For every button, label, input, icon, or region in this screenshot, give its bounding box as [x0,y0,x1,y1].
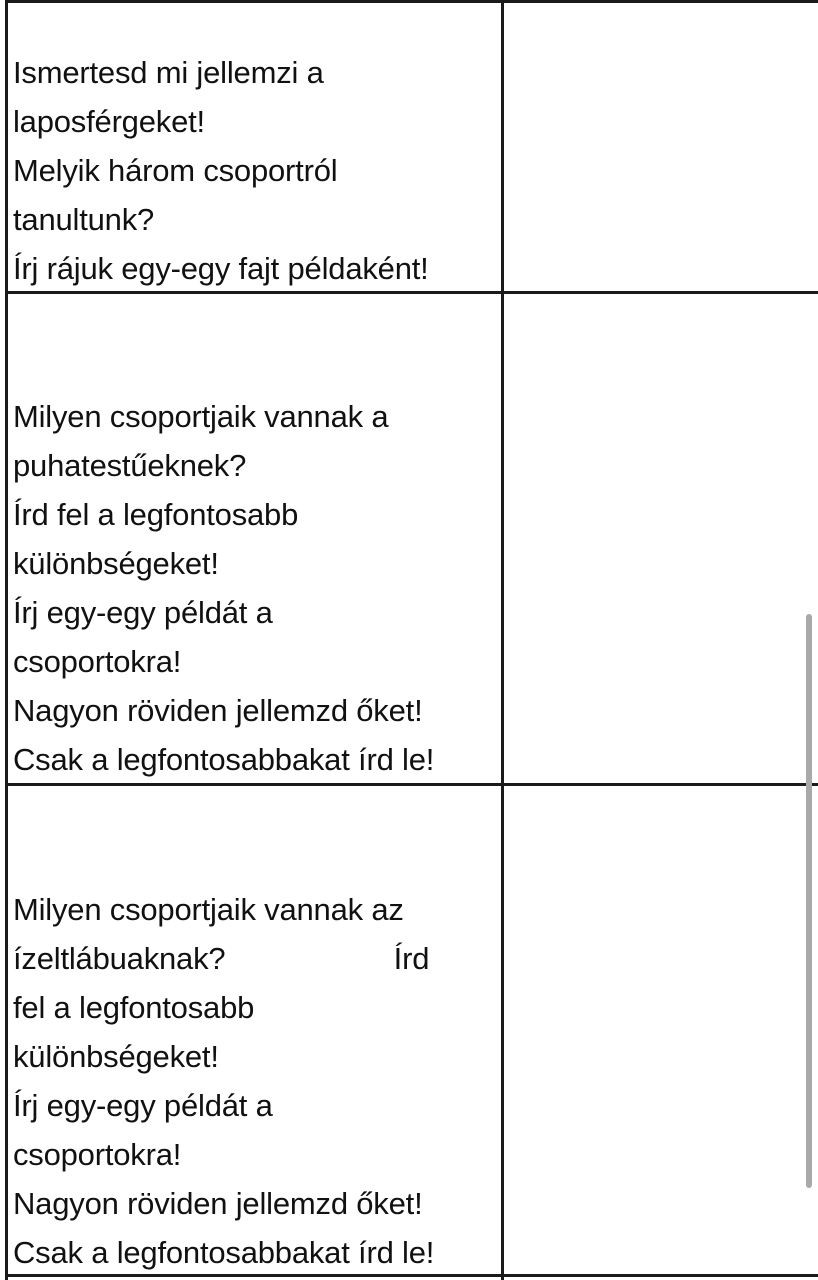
table-left-border [5,0,8,1280]
table-column-divider [501,0,504,1280]
answer-cell-3[interactable] [505,786,818,1274]
question-cell-2 [13,392,497,784]
question-line: laposférgeket! [13,104,205,139]
answer-cell-1[interactable] [505,3,818,291]
question-line: csoportokra! [13,1137,182,1172]
question-line: különbségeket! [13,546,219,581]
question-line: Írd fel a legfontosabb [13,497,299,532]
question-line: különbségeket! [13,1039,219,1074]
question-line: csoportokra! [13,644,182,679]
question-cell-1 [13,48,497,293]
question-line: Csak a legfontosabbakat írd le! [13,742,435,777]
question-line: Nagyon röviden jellemzd őket! [13,693,423,728]
question-line: Nagyon röviden jellemzd őket! [13,1186,423,1221]
question-line: Írj egy-egy példát a [13,1088,273,1123]
question-line: Milyen csoportjaik vannak az [13,892,404,927]
answer-cell-2[interactable] [505,294,818,783]
vertical-scrollbar[interactable] [806,614,812,1188]
question-line: Ismertesd mi jellemzi a [13,55,324,90]
question-cell-3 [13,885,497,1277]
question-line: tanultunk? [13,202,155,237]
question-line: fel a legfontosabb [13,990,255,1025]
question-line: ízeltlábuaknak? Írd [13,941,430,976]
question-line: Írj egy-egy példát a [13,595,273,630]
question-line: puhatestűeknek? [13,448,247,483]
question-line: Melyik három csoportról [13,153,338,188]
question-line: Milyen csoportjaik vannak a [13,399,389,434]
question-line: Csak a legfontosabbakat írd le! [13,1235,435,1270]
question-line: Írj rájuk egy-egy fajt példaként! [13,251,429,286]
